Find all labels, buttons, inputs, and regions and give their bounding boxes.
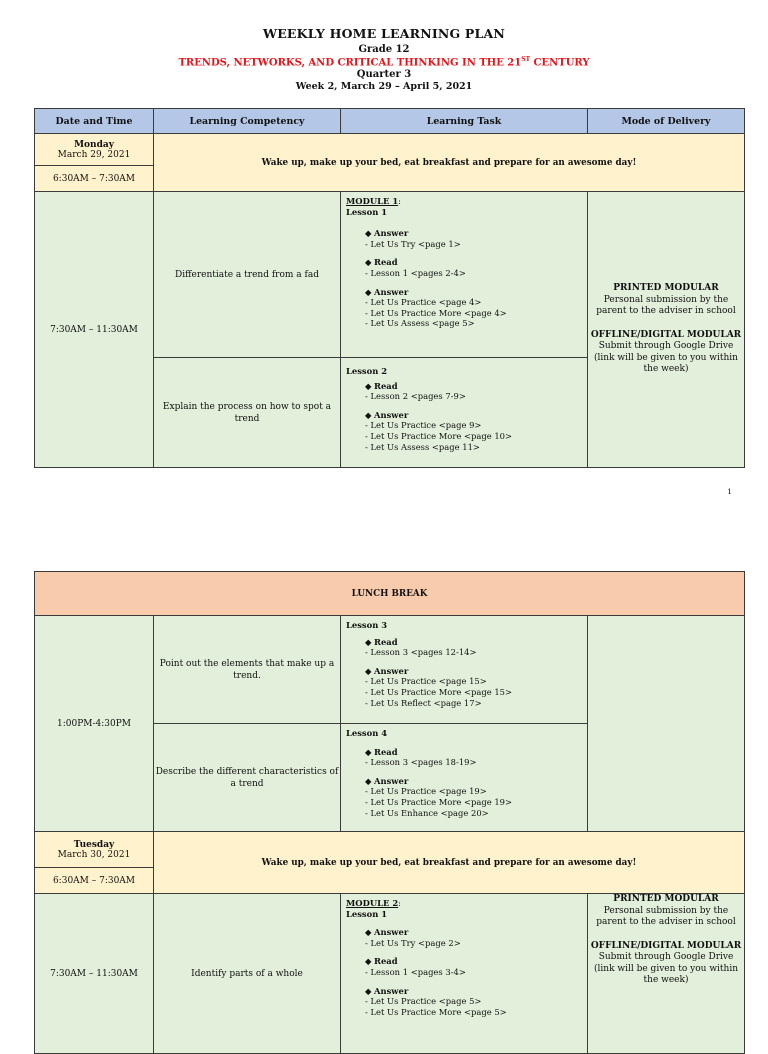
morning-time: 7:30AM – 11:30AM <box>35 894 154 1054</box>
competency-2: Explain the process on how to spot a trend <box>154 358 341 468</box>
task-lesson-3: Lesson 3 ◆ Read - Lesson 3 <pages 12-14> ◆ Answer - Let Us Practice <page 15> - Let Us Practice More <page 15> - Let Us Reflect <page 17> <box>341 616 588 724</box>
morning-time: 7:30AM – 11:30AM <box>35 192 154 468</box>
day-name: Monday <box>74 139 114 150</box>
competency-3: Point out the elements that make up a trend. <box>154 616 341 724</box>
task-lesson-1: MODULE 1: Lesson 1 ◆ Answer - Let Us Try <page 1> ◆ Read - Lesson 1 <pages 2-4> ◆ Answer - Let Us Practice <page 4> - Let Us Practice More <page 4> - Let Us Assess <page 5> <box>341 192 588 358</box>
afternoon-time: 1:00PM-4:30PM <box>35 616 154 832</box>
plan-header <box>0 26 768 92</box>
col-header-delivery: Mode of Delivery <box>588 109 745 134</box>
diamond-bullet-icon: ◆ <box>365 956 372 967</box>
diamond-bullet-icon: ◆ <box>365 286 372 297</box>
grade-label: Grade 12 <box>358 44 410 55</box>
diamond-bullet-icon: ◆ <box>365 985 372 996</box>
col-header-date: Date and Time <box>35 109 154 134</box>
diamond-bullet-icon: ◆ <box>365 257 372 268</box>
competency-4: Describe the different characteristics of a trend <box>154 724 341 832</box>
module-label: MODULE 1 <box>346 196 399 206</box>
mode-of-delivery: PRINTED MODULAR Personal submission by the parent to the adviser in school OFFLINE/DIGITAL MODULAR Submit through Google Drive (link will be given to you within the week) <box>588 192 745 468</box>
diamond-bullet-icon: ◆ <box>365 409 372 420</box>
quarter-label: Quarter 3 <box>356 69 412 81</box>
mode-of-delivery: PRINTED MODULAR Personal submission by the parent to the adviser in school OFFLINE/DIGITAL MODULAR Submit through Google Drive (link will be given to you within the week) <box>588 894 745 1054</box>
week-label: Week 2, March 29 – April 5, 2021 <box>295 81 473 93</box>
diamond-bullet-icon: ◆ <box>365 775 372 786</box>
competency-5: Identify parts of a whole <box>154 894 341 1054</box>
wake-time: 6:30AM – 7:30AM <box>35 868 154 894</box>
diamond-bullet-icon: ◆ <box>365 665 372 676</box>
lunch-break-row: LUNCH BREAK <box>35 572 745 616</box>
tuesday-date-cell: Tuesday March 30, 2021 <box>35 832 154 868</box>
day-date: March 29, 2021 <box>57 149 131 160</box>
diamond-bullet-icon: ◆ <box>365 927 372 938</box>
col-header-competency: Learning Competency <box>154 109 341 134</box>
lesson-label: Lesson 1 <box>346 206 388 217</box>
diamond-bullet-icon: ◆ <box>365 380 372 391</box>
page-2 <box>0 505 768 1024</box>
plan-table-1 <box>34 108 745 468</box>
diamond-bullet-icon: ◆ <box>365 746 372 757</box>
page-number: 1 <box>727 487 732 496</box>
wake-up-row: Wake up, make up your bed, eat breakfast and prepare for an awesome day! <box>154 134 745 192</box>
plan-title: WEEKLY HOME LEARNING PLAN <box>262 26 506 41</box>
wake-time: 6:30AM – 7:30AM <box>35 166 154 192</box>
monday-date-cell <box>35 134 154 166</box>
diamond-bullet-icon: ◆ <box>365 636 372 647</box>
task-lesson-2: Lesson 2 ◆ Read - Lesson 2 <pages 7-9> ◆ Answer - Let Us Practice <page 9> - Let Us Practice More <page 10> - Let Us Assess <page 11> <box>341 358 588 468</box>
subject-title: TRENDS, NETWORKS, AND CRITICAL THINKING IN THE 21ST CENTURY <box>178 56 590 69</box>
col-header-task: Learning Task <box>341 109 588 134</box>
competency-1: Differentiate a trend from a fad <box>154 192 341 358</box>
diamond-bullet-icon: ◆ <box>365 228 372 239</box>
wake-up-row: Wake up, make up your bed, eat breakfast and prepare for an awesome day! <box>154 832 745 894</box>
task-module-2-lesson-1: MODULE 2: Lesson 1 ◆ Answer - Let Us Try <page 2> ◆ Read - Lesson 1 <pages 3-4> ◆ Answer - Let Us Practice <page 5> - Let Us Practice More <page 5> <box>341 894 588 1054</box>
task-lesson-4: Lesson 4 ◆ Read - Lesson 3 <pages 18-19> ◆ Answer - Let Us Practice <page 19> - Let Us Practice More <page 19> - Let Us Enhance <page 20> <box>341 724 588 832</box>
plan-table-2 <box>34 571 745 1054</box>
delivery-empty-cell <box>588 616 745 832</box>
page-1 <box>0 0 768 505</box>
